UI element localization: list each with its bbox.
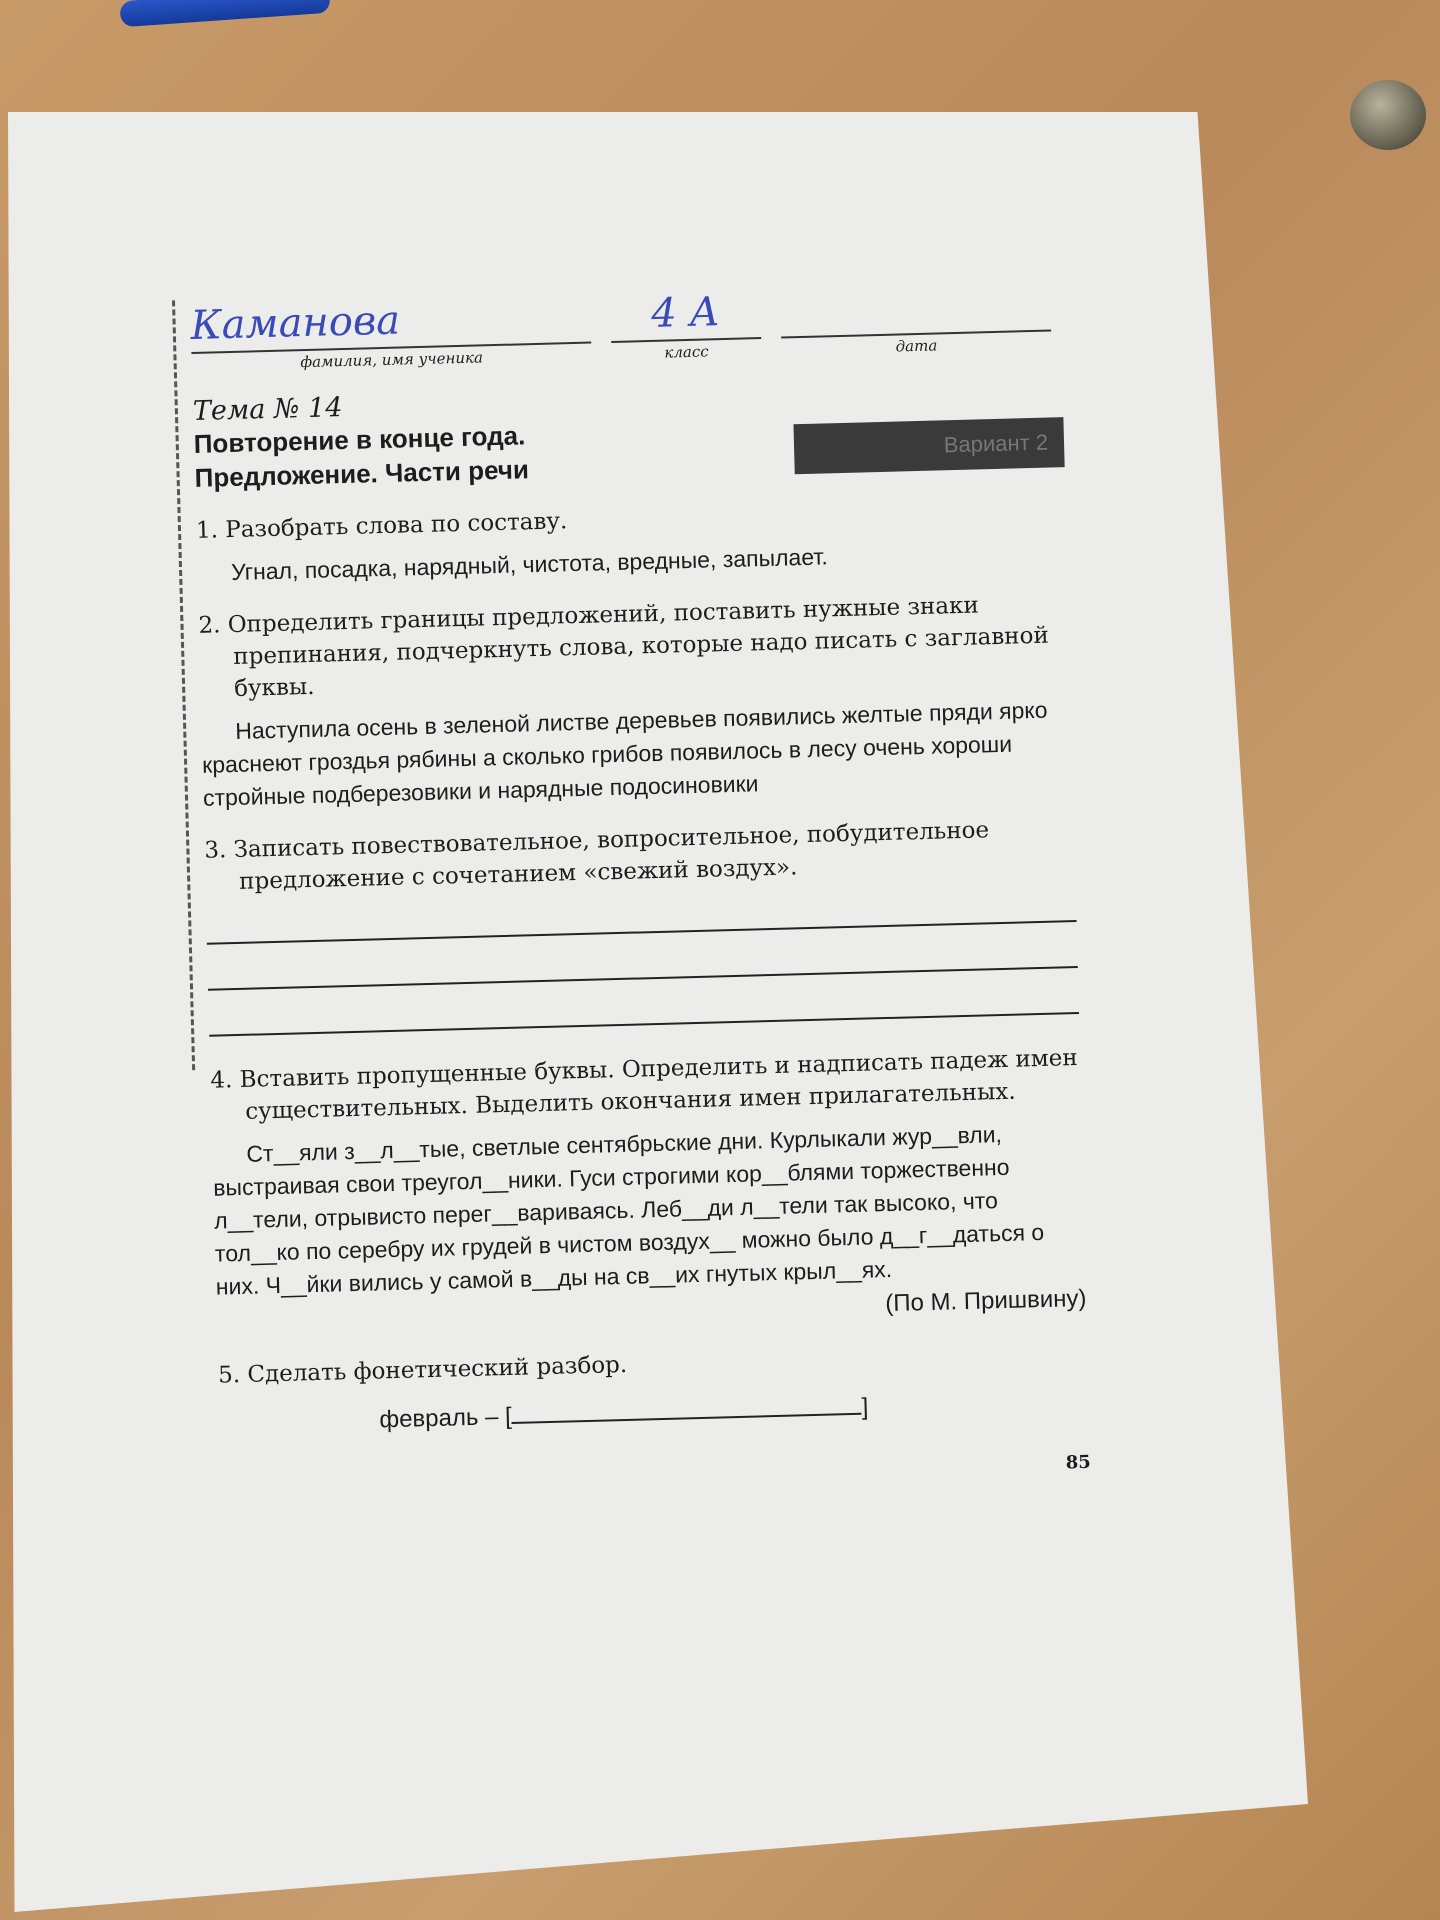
task-4-source: (По М. Пришвину) xyxy=(884,1284,1087,1318)
task-3 xyxy=(204,812,1079,1037)
worksheet-content xyxy=(190,277,1091,1495)
task-1-instruction: 1. Разобрать слова по составу. xyxy=(195,508,568,544)
phonetic-row xyxy=(379,1385,1090,1435)
phonetic-word: февраль – [ xyxy=(379,1402,513,1434)
page-number: 85 xyxy=(1065,1451,1092,1474)
task-2 xyxy=(198,587,1073,815)
task-4 xyxy=(210,1042,1087,1336)
task-4-text: Ст__яли з__л__тые, светлые сентябрьские дни. Курлыкали жур__вли, выстраивая свои треугол__ники. Гуси строгими кор__блями торжественно л__тели, отрывисто перег__вариваясь. Леб__ди л__тели так высоко, что тол__ко по серебру их грудей в чистом воздух__ можно было д__г__даться о них. Ч__йки вились у самой в__ды на св__их гнутых крыл__ях. xyxy=(212,1121,1045,1300)
phonetic-answer-blank[interactable] xyxy=(511,1391,862,1424)
bracket-end: ] xyxy=(861,1393,869,1421)
name-field[interactable] xyxy=(190,290,592,374)
task-2-instruction: 2. Определить границы предложений, поставить нужные знаки препинания, подчеркнуть слова, которые надо писать с заглавной буквы. xyxy=(198,592,1050,702)
date-value xyxy=(780,277,1051,336)
task-1 xyxy=(196,492,1068,590)
date-field[interactable] xyxy=(780,277,1052,358)
task-5-instruction: 5. Сделать фонетический разбор. xyxy=(217,1351,628,1389)
name-caption: фамилия, имя ученика xyxy=(300,348,484,372)
title-line-1: Повторение в конце года. xyxy=(193,420,526,459)
variant-badge: Вариант 2 xyxy=(793,417,1064,474)
thumbtack xyxy=(1350,80,1426,150)
date-caption: дата xyxy=(895,336,938,356)
task-2-text: Наступила осень в зеленой листве деревьев появились желтые пряди ярко краснеют гроздья рябины а сколько грибов появилось в лесу очень хороши стройные подберезовики и нарядные подосиновики xyxy=(201,696,1048,811)
task-1-text: Угнал, посадка, нарядный, чистота, вредные, запылает. xyxy=(230,543,829,586)
task-5 xyxy=(218,1337,1090,1439)
pen xyxy=(119,0,330,27)
theme-number: Тема № 14 xyxy=(192,392,343,427)
student-name: Каманова xyxy=(190,297,401,349)
class-field[interactable] xyxy=(610,285,762,363)
task-3-instruction: 3. Записать повествовательное, вопросительное, побудительное предложение с сочетанием «свежий воздух». xyxy=(204,817,990,895)
class-caption: класс xyxy=(664,342,709,362)
task-4-instruction: 4. Вставить пропущенные буквы. Определить и надписать падеж имен существительных. Выделить окончания имен прилагательных. xyxy=(210,1045,1078,1125)
title-line-2: Предложение. Части речи xyxy=(194,454,530,493)
class-value: 4 А xyxy=(650,289,721,337)
